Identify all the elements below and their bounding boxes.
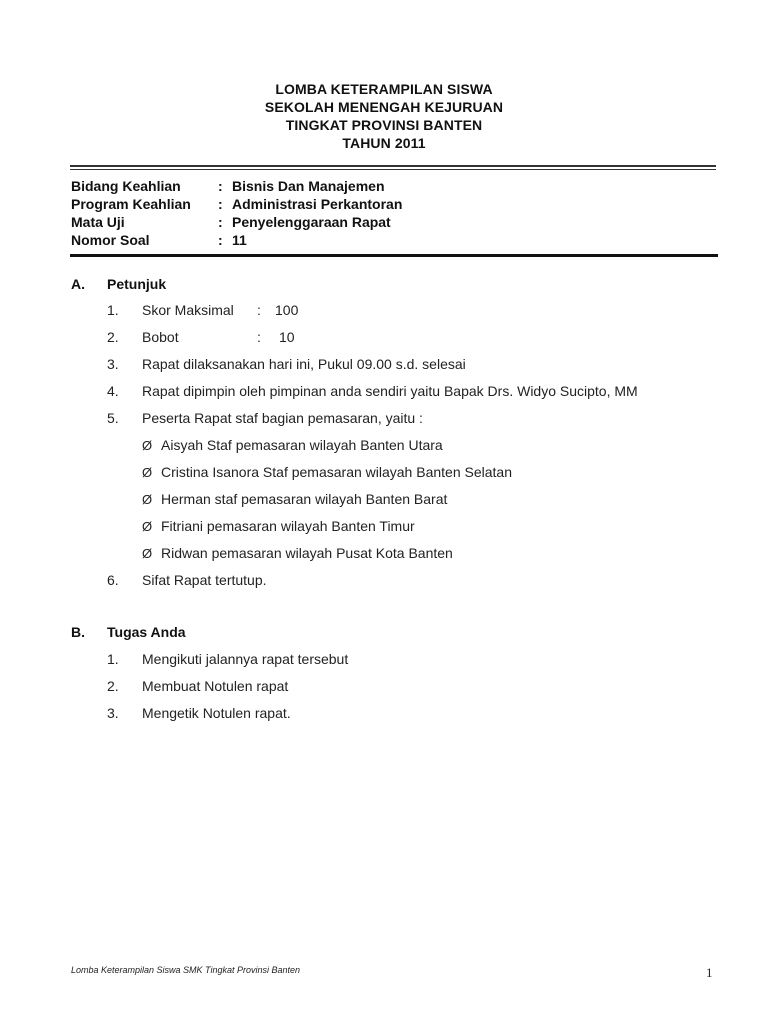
participant-text: Fitriani pemasaran wilayah Banten Timur <box>161 518 415 534</box>
list-item <box>107 381 638 401</box>
item-text: Rapat dilaksanakan hari ini, Pukul 09.00 s.d. selesai <box>142 356 466 372</box>
info-value: Bisnis Dan Manajemen <box>232 178 385 194</box>
item-label: Bobot <box>142 329 179 345</box>
item-value: 10 <box>279 329 295 345</box>
participant-text: Herman staf pemasaran wilayah Banten Barat <box>161 491 448 507</box>
participant-item <box>142 489 447 509</box>
list-item <box>107 649 348 669</box>
document-header <box>0 80 768 152</box>
participant-item <box>142 435 443 455</box>
info-row-mata-uji <box>71 213 402 231</box>
list-item <box>107 703 291 723</box>
list-item <box>107 300 298 320</box>
footer-text: Lomba Keterampilan Siswa SMK Tingkat Provinsi Banten <box>71 965 301 975</box>
bullet-icon: Ø <box>142 437 153 453</box>
list-item <box>107 676 288 696</box>
info-value: Penyelenggaraan Rapat <box>232 214 391 230</box>
section-petunjuk <box>71 274 638 588</box>
section-heading <box>71 622 186 642</box>
section-title: Tugas Anda <box>107 624 186 640</box>
info-row-bidang <box>71 177 402 195</box>
header-title: LOMBA KETERAMPILAN SISWA <box>275 81 493 97</box>
list-item <box>107 408 423 428</box>
info-colon: : <box>218 178 223 194</box>
info-divider <box>70 254 718 257</box>
header-year: TAHUN 2011 <box>342 135 426 151</box>
item-text: Membuat Notulen rapat <box>142 678 289 694</box>
page-number: 1 <box>706 965 713 980</box>
item-number: 6. <box>107 572 119 588</box>
section-heading <box>71 274 166 294</box>
list-item <box>107 570 267 590</box>
item-number: 3. <box>107 356 119 372</box>
section-title: Petunjuk <box>107 276 167 292</box>
info-label: Mata Uji <box>71 214 125 230</box>
item-text: Mengetik Notulen rapat. <box>142 705 291 721</box>
list-item <box>107 354 466 374</box>
item-colon: : <box>257 329 261 345</box>
participant-text: Aisyah Staf pemasaran wilayah Banten Utara <box>161 437 443 453</box>
item-value: 100 <box>275 302 299 318</box>
bullet-icon: Ø <box>142 545 153 561</box>
participant-item <box>142 462 512 482</box>
info-row-nomor-soal <box>71 231 402 249</box>
info-label: Program Keahlian <box>71 196 191 212</box>
item-colon: : <box>257 302 261 318</box>
item-number: 1. <box>107 302 119 318</box>
item-number: 2. <box>107 329 119 345</box>
section-tugas <box>71 622 349 721</box>
info-colon: : <box>218 214 223 230</box>
item-text: Sifat Rapat tertutup. <box>142 572 267 588</box>
item-number: 4. <box>107 383 119 399</box>
item-number: 1. <box>107 651 119 667</box>
list-item <box>107 327 295 347</box>
info-label: Nomor Soal <box>71 232 150 248</box>
item-label: Skor Maksimal <box>142 302 234 318</box>
participant-text: Cristina Isanora Staf pemasaran wilayah Banten Selatan <box>161 464 512 480</box>
header-level: TINGKAT PROVINSI BANTEN <box>285 117 483 133</box>
bullet-icon: Ø <box>142 491 153 507</box>
item-number: 2. <box>107 678 119 694</box>
info-colon: : <box>218 196 223 212</box>
item-number: 5. <box>107 410 119 426</box>
item-text: Rapat dipimpin oleh pimpinan anda sendiri yaitu Bapak Drs. Widyo Sucipto, MM <box>142 383 638 399</box>
header-school: SEKOLAH MENENGAH KEJURUAN <box>264 99 504 115</box>
bullet-icon: Ø <box>142 518 153 534</box>
item-text: Peserta Rapat staf bagian pemasaran, yaitu : <box>142 410 423 426</box>
participant-item <box>142 516 415 536</box>
participant-text: Ridwan pemasaran wilayah Pusat Kota Banten <box>161 545 453 561</box>
info-value: Administrasi Perkantoran <box>232 196 403 212</box>
participant-item <box>142 543 453 563</box>
info-value: 11 <box>232 232 247 248</box>
info-label: Bidang Keahlian <box>71 178 181 194</box>
bullet-icon: Ø <box>142 464 153 480</box>
header-divider <box>70 165 716 170</box>
section-letter: B. <box>71 624 85 640</box>
section-letter: A. <box>71 276 85 292</box>
info-table <box>71 177 402 249</box>
info-colon: : <box>218 232 223 248</box>
item-number: 3. <box>107 705 119 721</box>
info-row-program <box>71 195 402 213</box>
item-text: Mengikuti jalannya rapat tersebut <box>142 651 349 667</box>
